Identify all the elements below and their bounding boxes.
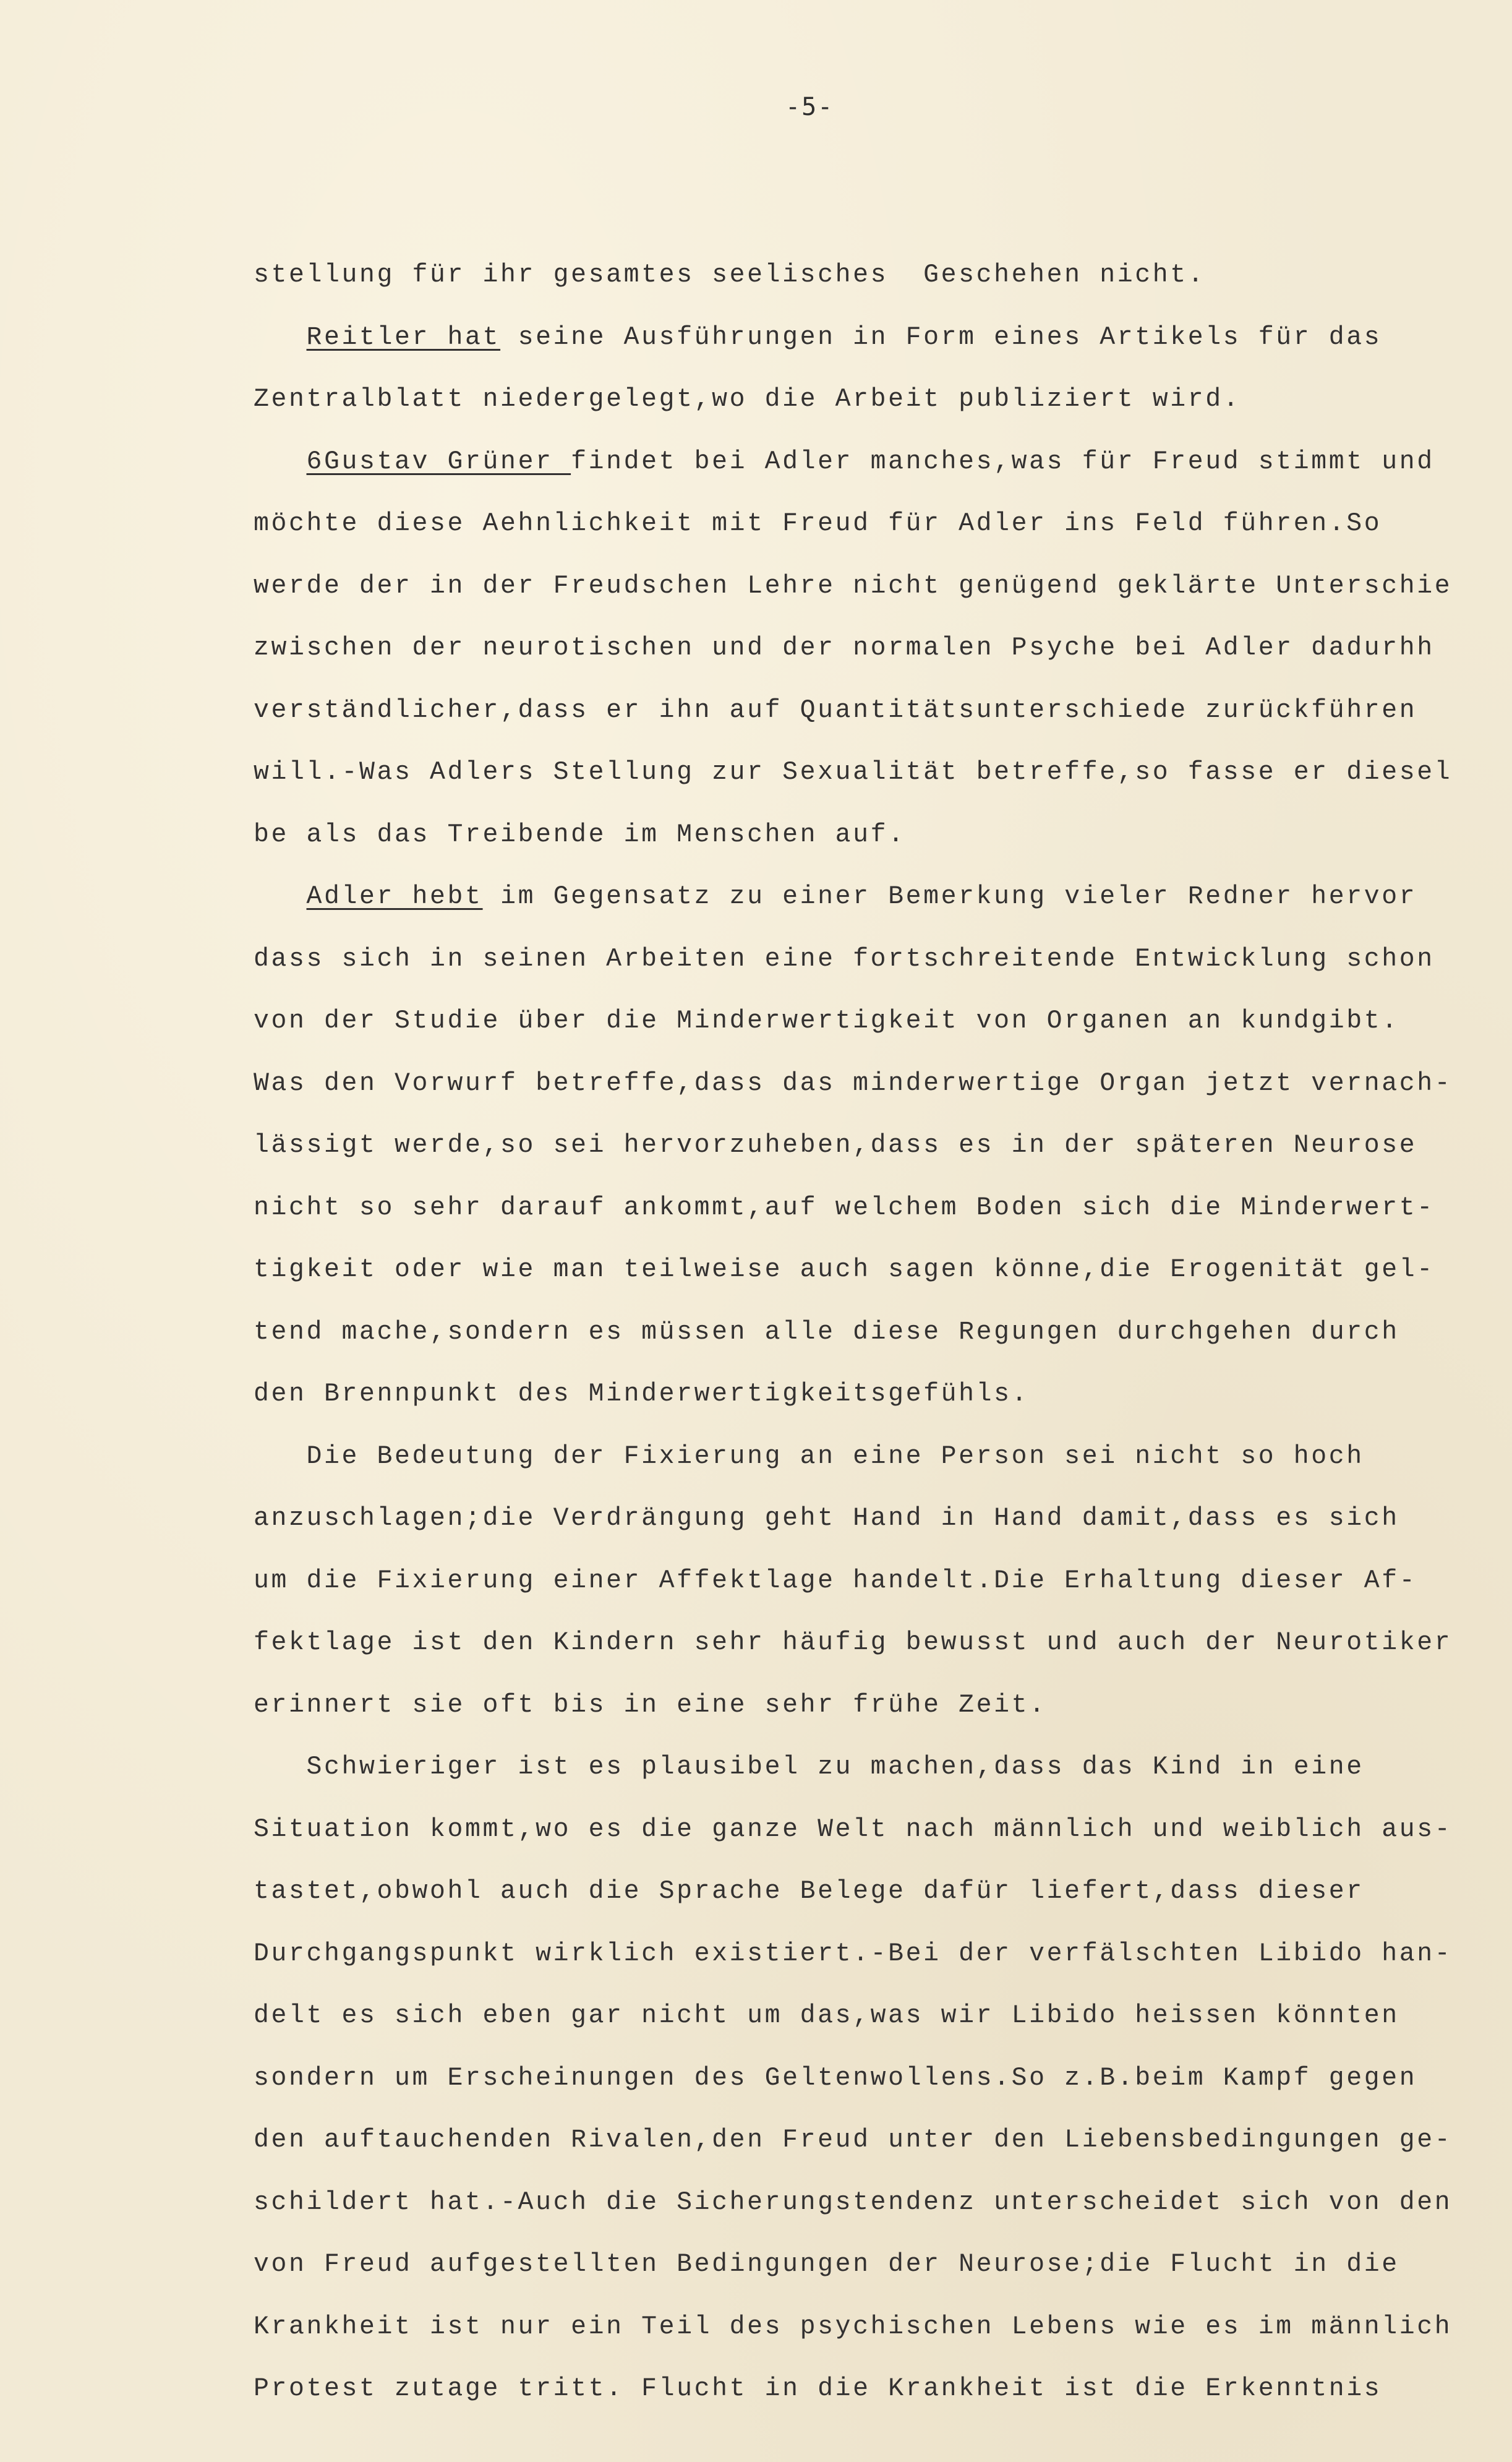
text-line	[254, 2048, 1509, 2110]
line-text: findet bei Adler manches,was für Freud stimmt und	[571, 447, 1435, 476]
text-line	[254, 1985, 1509, 2048]
line-text: will.-Was Adlers Stellung zur Sexualität betreffe,so fasse er diesel	[254, 758, 1453, 787]
text-line	[254, 369, 1509, 431]
underlined-speaker: Reitler hat	[306, 322, 501, 352]
text-line	[254, 1115, 1509, 1177]
underlined-speaker: Adler hebt	[306, 882, 483, 911]
text-line	[254, 2358, 1509, 2421]
line-text: den Brennpunkt des Minderwertigkeitsgefühls.	[254, 1379, 1030, 1409]
line-text: Was den Vorwurf betreffe,dass das minderwertige Organ jetzt vernach-	[254, 1068, 1453, 1098]
line-text: Zentralblatt niedergelegt,wo die Arbeit publiziert wird.	[254, 385, 1241, 414]
text-line	[254, 617, 1509, 680]
text-line	[254, 1612, 1509, 1675]
text-line	[254, 307, 1509, 369]
text-line	[254, 2234, 1509, 2296]
line-text: tend mache,sondern es müssen alle diese Regungen durchgehen durch	[254, 1317, 1399, 1347]
line-text: lässigt werde,so sei hervorzuheben,dass es in der späteren Neurose	[254, 1131, 1417, 1160]
page-number: -5-	[785, 93, 834, 121]
line-text: Krankheit ist nur ein Teil des psychischen Lebens wie es im männlich	[254, 2312, 1453, 2341]
line-text: im Gegensatz zu einer Bemerkung vieler Redner hervor	[482, 882, 1417, 911]
line-text: be als das Treibende im Menschen auf.	[254, 820, 906, 849]
text-line	[254, 2172, 1509, 2234]
text-line	[254, 1550, 1509, 1613]
line-text: um die Fixierung einer Affektlage handelt.Die Erhaltung dieser Af-	[254, 1566, 1417, 1595]
line-text: anzuschlagen;die Verdrängung geht Hand in Hand damit,dass es sich	[254, 1504, 1399, 1533]
line-text: schildert hat.-Auch die Sicherungstendenz unterscheidet sich von den	[254, 2187, 1453, 2217]
line-text: tigkeit oder wie man teilweise auch sagen könne,die Erogenität gel-	[254, 1255, 1435, 1284]
text-line	[254, 1675, 1509, 1737]
underlined-speaker: 6Gustav Grüner	[306, 447, 571, 476]
text-line	[254, 1302, 1509, 1364]
line-text: von der Studie über die Minderwertigkeit von Organen an kundgibt.	[254, 1006, 1399, 1036]
line-text: Protest zutage tritt. Flucht in die Krankheit ist die Erkenntnis	[254, 2374, 1382, 2403]
text-line	[254, 2296, 1509, 2359]
text-line	[254, 680, 1509, 742]
text-line	[254, 555, 1509, 618]
line-text: verständlicher,dass er ihn auf Quantitätsunterschiede zurückführen	[254, 695, 1417, 725]
text-line	[254, 990, 1509, 1053]
line-indent	[254, 882, 307, 911]
line-indent	[254, 447, 307, 476]
line-text: werde der in der Freudschen Lehre nicht genügend geklärte Unterschie	[254, 571, 1453, 601]
line-text: fektlage ist den Kindern sehr häufig bewusst und auch der Neurotiker	[254, 1628, 1453, 1657]
line-text: von Freud aufgestellten Bedingungen der Neurose;die Flucht in die	[254, 2250, 1399, 2279]
text-line	[254, 1799, 1509, 1861]
line-text: sondern um Erscheinungen des Geltenwollens.So z.B.beim Kampf gegen	[254, 2063, 1417, 2093]
line-text: den auftauchenden Rivalen,den Freud unter den Liebensbedingungen ge-	[254, 2125, 1453, 2155]
text-line	[254, 431, 1509, 494]
line-indent	[254, 323, 307, 352]
text-line	[254, 1053, 1509, 1115]
text-line	[254, 1861, 1509, 1923]
text-line	[254, 1736, 1509, 1799]
text-line	[254, 1923, 1509, 1986]
text-line	[254, 1363, 1509, 1426]
text-line	[254, 1426, 1509, 1488]
text-line	[254, 804, 1509, 867]
text-line	[254, 1488, 1509, 1550]
text-line	[254, 1177, 1509, 1240]
text-line	[254, 244, 1509, 307]
text-line	[254, 1239, 1509, 1302]
line-text: erinnert sie oft bis in eine sehr frühe Zeit.	[254, 1690, 1047, 1720]
text-line	[254, 493, 1509, 555]
body-text	[254, 244, 1509, 2421]
line-text: Die Bedeutung der Fixierung an eine Person sei nicht so hoch	[254, 1441, 1364, 1471]
line-text: Situation kommt,wo es die ganze Welt nach männlich und weiblich aus-	[254, 1814, 1453, 1844]
line-text: Schwieriger ist es plausibel zu machen,dass das Kind in eine	[254, 1752, 1364, 1782]
line-text: delt es sich eben gar nicht um das,was wir Libido heissen könnten	[254, 2001, 1399, 2030]
line-text: Durchgangspunkt wirklich existiert.-Bei der verfälschten Libido han-	[254, 1939, 1453, 1968]
line-text: dass sich in seinen Arbeiten eine fortschreitende Entwicklung schon	[254, 944, 1435, 974]
text-line	[254, 742, 1509, 804]
text-line	[254, 866, 1509, 929]
line-text: nicht so sehr darauf ankommt,auf welchem Boden sich die Minderwert-	[254, 1193, 1435, 1222]
line-text: tastet,obwohl auch die Sprache Belege dafür liefert,dass dieser	[254, 1877, 1364, 1906]
line-text: möchte diese Aehnlichkeit mit Freud für Adler ins Feld führen.So	[254, 509, 1382, 538]
line-text: zwischen der neurotischen und der normalen Psyche bei Adler dadurhh	[254, 633, 1435, 663]
text-line	[254, 929, 1509, 991]
line-text: seine Ausführungen in Form eines Artikels für das	[500, 322, 1382, 352]
line-text: stellung für ihr gesamtes seelisches Geschehen nicht.	[254, 260, 1206, 290]
text-line	[254, 2109, 1509, 2172]
